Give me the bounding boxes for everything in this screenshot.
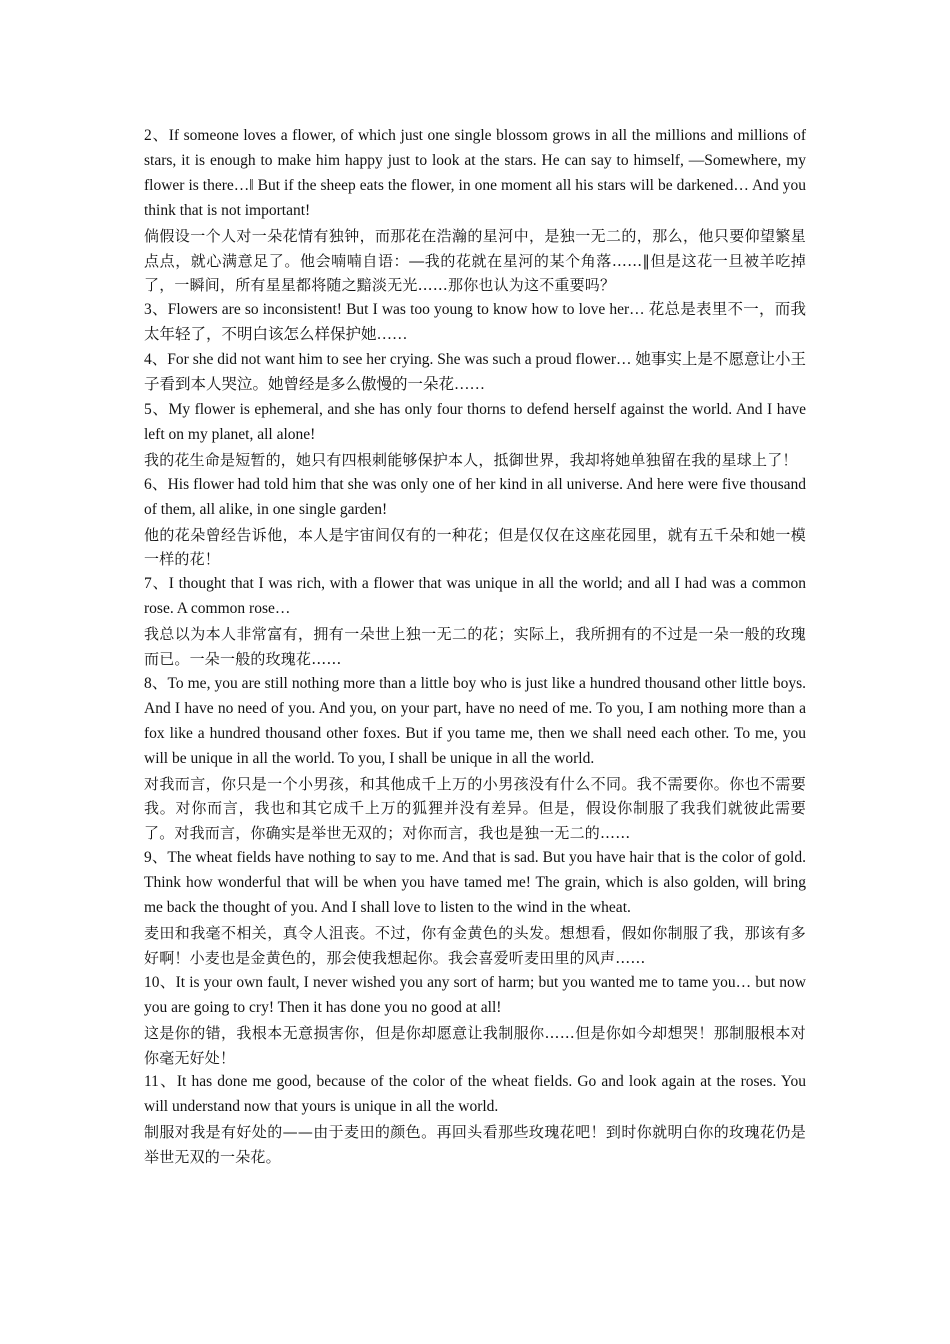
paragraph-2-en: 2、If someone loves a flower, of which just one single blossom grows in all the millions and millions of stars, it is enough to make him happy just to look at the stars. He can say to himself, ―Somewhere, my flower is there…‖ But if the sheep eats the flower, in one moment all his stars will be darkened… And you think that is not important! [144,127,806,219]
paragraph-3: 3、Flowers are so inconsistent! But I was too young to know how to love her… 花总是表里不一，而我太年轻了，不明白该怎么样保护她…… [144,301,806,344]
paragraph-6-en: 6、His flower had told him that she was only one of her kind in all universe. And here were five thousand of them, all alike, in one single garden! [144,475,806,518]
paragraph-10-cn: 这是你的错，我根本无意损害你，但是你却愿意让我制服你……但是你如今却想哭！那制服根本对你毫无好处！ [144,1023,806,1067]
paragraph-8-cn: 对我而言，你只是一个小男孩，和其他成千上万的小男孩没有什么不同。我不需要你。你也不需要我。对你而言，我也和其它成千上万的狐狸并没有差异。但是，假设你制服了我我们就彼此需要了。对我而言，你确实是举世无双的；对你而言，我也是独一无二的…… [144,774,806,843]
paragraph-11-cn: 制服对我是有好处的——由于麦田的颜色。再回头看那些玫瑰花吧！到时你就明白你的玫瑰花仍是举世无双的一朵花。 [144,1123,806,1167]
paragraph-5-cn: 我的花生命是短暂的，她只有四根刺能够保护本人，抵御世界，我却将她单独留在我的星球上了！ [144,450,798,469]
paragraph-6-cn: 他的花朵曾经告诉他，本人是宇宙间仅有的一种花；但是仅仅在这座花园里，就有五千朵和她一模一样的花！ [144,525,806,569]
paragraph-10-en: 10、It is your own fault, I never wished you any sort of harm; but you wanted me to tame you… but now you are going to cry! Then it has done you no good at all! [144,973,806,1016]
paragraph-9-en: 9、The wheat fields have nothing to say to me. And that is sad. But you have hair that is the color of gold. Think how wonderful that will be when you have tamed me! The grain, which is also golden, will bring me back the thought of you. And I shall love to listen to the wind in the wheat. [144,849,806,917]
paragraph-11-en: 11、It has done me good, because of the color of the wheat fields. Go and look again at the roses. You will understand now that yours is unique in all the world. [144,1073,806,1116]
paragraph-2-cn: 倘假设一个人对一朵花情有独钟，而那花在浩瀚的星河中，是独一无二的，那么，他只要仰望繁星点点，就心满意足了。他会喃喃自语：―我的花就在星河的某个角落……‖但是这花一旦被羊吃掉了，一瞬间，所有星星都将随之黯淡无光……那你也认为这不重要吗？ [144,226,806,295]
paragraph-7-en: 7、I thought that I was rich, with a flower that was unique in all the world; and all I had was a common rose. A common rose… [144,575,806,618]
paragraph-7-cn: 我总以为本人非常富有，拥有一朵世上独一无二的花；实际上，我所拥有的不过是一朵一般的玫瑰而已。一朵一般的玫瑰花…… [144,625,806,669]
paragraph-4: 4、For she did not want him to see her crying. She was such a proud flower… 她事实上是不愿意让小王子看到本人哭泣。她曾经是多么傲慢的一朵花…… [144,351,806,394]
paragraph-5-en: 5、My flower is ephemeral, and she has only four thorns to defend herself against the world. And I have left on my planet, all alone! [144,400,806,443]
paragraph-8-en: 8、To me, you are still nothing more than a little boy who is just like a hundred thousand other little boys. And I have no need of you. And you, on your part, have no need of me. To you, I am nothing more than a fox like a hundred thousand other foxes. But if you tame me, then we shall need each other. To me, you will be unique in all the world. To you, I shall be unique in all the world. [144,674,806,767]
paragraph-9-cn: 麦田和我毫不相关，真令人沮丧。不过，你有金黄色的头发。想想看，假如你制服了我，那该有多好啊！小麦也是金黄色的，那会使我想起你。我会喜爱听麦田里的风声…… [144,924,806,967]
document-page [144,124,806,1170]
